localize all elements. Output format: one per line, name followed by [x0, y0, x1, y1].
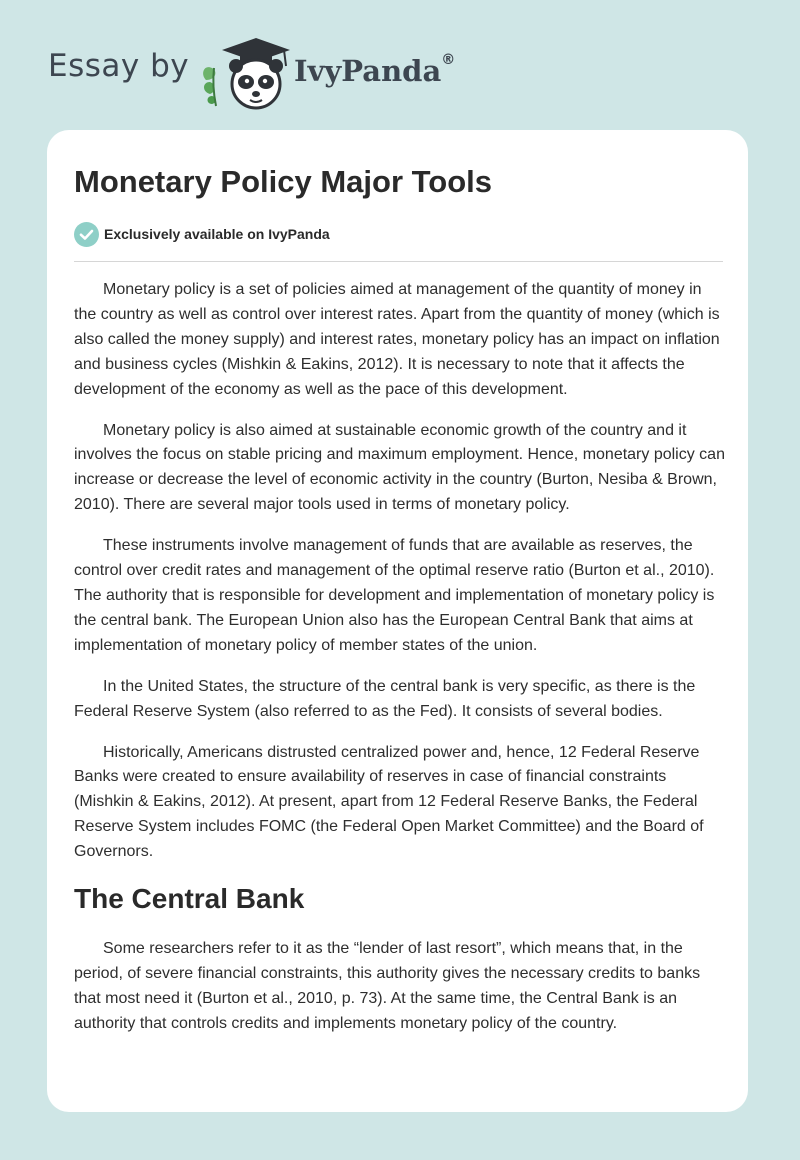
- paragraph: Historically, Americans distrusted centralized power and, hence, 12 Federal Reserve Banks were created to ensure availability of reserves in case of financial constraints (Mishkin & Eakins, 2012). At present, apart from 12 Federal Reserve Banks, the Federal Reserve System includes FOMC (the Federal Open Market Committee) and the Board of Governors.: [74, 743, 704, 861]
- check-circle-icon: [74, 222, 99, 247]
- exclusive-badge-text: Exclusively available on IvyPanda: [104, 226, 330, 242]
- essay-card: [47, 130, 748, 1112]
- divider: [74, 261, 723, 262]
- registered-mark: ®: [441, 52, 456, 68]
- paragraph: Monetary policy is also aimed at sustainable economic growth of the country and it involves the focus on stable pricing and maximum employment. Hence, monetary policy can increase or decrease the level of economic activity in the country (Burton, Nesiba & Brown, 2010). There are several major tools used in terms of monetary policy.: [74, 421, 725, 514]
- paragraph: In the United States, the structure of the central bank is very specific, as there is the Federal Reserve System (also referred to as the Fed). It consists of several bodies.: [74, 677, 696, 720]
- essay-by-label: Essay by: [48, 48, 190, 84]
- brand-name[interactable]: [294, 54, 455, 88]
- paragraph: Monetary policy is a set of policies aimed at management of the quantity of money in the country as well as control over interest rates. Apart from the quantity of money (which is also called the money supply) and interest rates, monetary policy has an impact on inflation and business cycles (Mishkin & Eakins, 2012). It is necessary to note that it affects the development of the economy as well as the pace of this development.: [74, 281, 720, 398]
- ivypanda-panda-logo-icon[interactable]: [198, 34, 294, 112]
- section-heading: The Central Bank: [74, 883, 305, 915]
- page-title: Monetary Policy Major Tools: [74, 164, 493, 199]
- site-header: [0, 0, 800, 130]
- brand-name-text: IvyPanda: [294, 54, 442, 88]
- essay-body: [74, 278, 726, 1053]
- paragraph: These instruments involve management of funds that are available as reserves, the control over credit rates and management of the optimal reserve ratio (Burton et al., 2010). The authority that is responsible for development and implementation of monetary policy is the central bank. The European Union also has the European Central Bank that aims at implementation of monetary policy of member states of the union.: [74, 537, 715, 654]
- paragraph: Some researchers refer to it as the “lender of last resort”, which means that, in the period, of severe financial constraints, this authority gives the necessary credits to banks that most need it (Burton et al., 2010, p. 73). At the same time, the Central Bank is an authority that controls credits and implements monetary policy of the country.: [74, 940, 701, 1032]
- exclusive-badge: [74, 221, 330, 247]
